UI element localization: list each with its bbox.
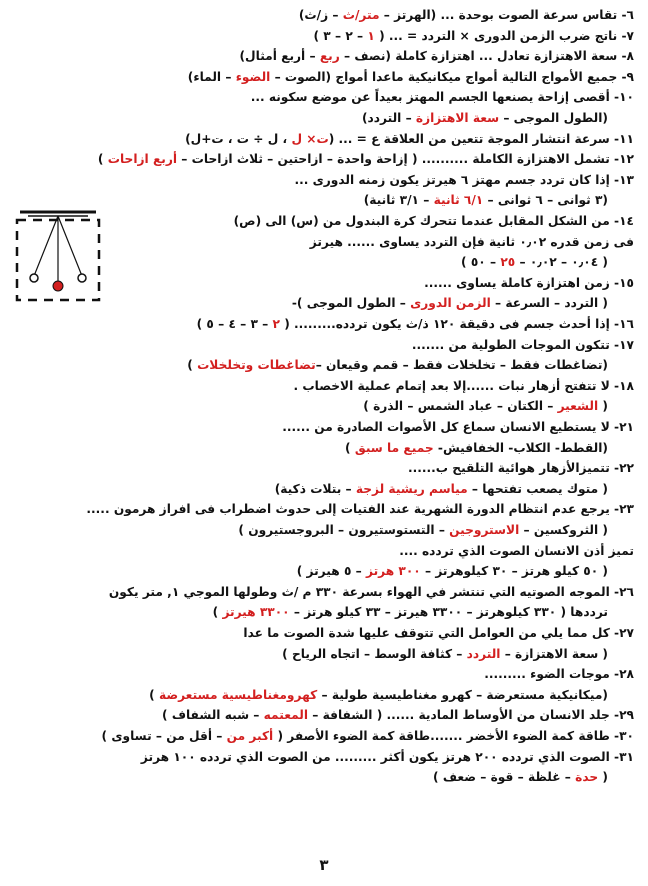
question-line xyxy=(14,274,634,293)
question-line xyxy=(14,47,634,66)
question-line xyxy=(14,624,634,643)
text-segment: ) xyxy=(345,440,355,455)
correct-answer: الاستروجين xyxy=(449,523,520,537)
answer-choices-line xyxy=(14,562,634,581)
text-segment: ( xyxy=(598,399,608,414)
text-segment: ١٣- إذا كان تردد جسم مهتز ٦ هيرتز يكون زمنه الدورى ... xyxy=(294,172,634,187)
text-segment: ) xyxy=(187,358,198,373)
text-segment: – الماء) xyxy=(187,69,236,84)
text-segment: (ميكانيكية مستعرضة – كهرو مغناطيسية طولية – xyxy=(317,687,608,702)
text-segment: – ز/ث) xyxy=(298,8,343,22)
correct-answer: ٣٣٠٠ هيرتز xyxy=(222,605,290,620)
question-line xyxy=(14,27,634,46)
text-segment: – التستوستيرون – البروجستيرون ) xyxy=(238,523,450,537)
text-segment: – بتلات ذكية) xyxy=(274,481,356,496)
text-segment: ١٤- من الشكل المقابل عندما تتحرك كرة البندول من (س) الى (ص) xyxy=(233,214,634,228)
question-line xyxy=(14,418,634,437)
correct-answer: ١ xyxy=(367,28,375,43)
text-segment: – ٣ – ٤ – ٥ ) xyxy=(196,317,273,331)
text-segment: ٢٦- الموجه الصوتيه التي تنتشر في الهواء بسرعة ٣٣٠ م /ث وطولها الموجي ١, متر يكون xyxy=(108,584,634,599)
text-segment: – الطول الموجى )- xyxy=(291,296,411,311)
correct-answer: الشعير xyxy=(557,399,599,414)
text-segment: (تضاغطات فقط – تخلخلات فقط – قمم وقيعان – xyxy=(315,358,608,373)
text-segment: ٦- تقاس سرعة الصوت بوحدة ... (الهرتز – xyxy=(379,8,634,22)
correct-answer: أكبر من xyxy=(226,729,274,743)
question-line xyxy=(14,459,634,478)
text-segment: ٢١- لا يستطيع الانسان سماع كل الأصوات الصادرة من ...... xyxy=(282,420,634,434)
answer-choices-line xyxy=(14,109,634,128)
correct-answer: تضاغطات وتخلخلات xyxy=(197,358,316,373)
question-line xyxy=(14,500,634,519)
answer-choices-line xyxy=(14,439,634,458)
text-segment: ١٥- زمن اهتزازة كاملة يساوى ...... xyxy=(424,275,634,290)
text-segment: (القطط- الكلاب- الخفافيش- xyxy=(433,440,608,455)
text-segment: ( ٠٫٠٤ – ٠٫٠٢ – xyxy=(515,255,608,270)
correct-answer: الضوء xyxy=(235,69,271,84)
correct-answer: حدة xyxy=(575,770,599,785)
correct-answer: كهرومغناطيسية مستعرضة xyxy=(158,687,318,702)
question-line xyxy=(14,748,634,767)
question-line xyxy=(14,212,634,231)
question-line xyxy=(14,315,634,334)
text-segment: – ٥ هيرتز ) xyxy=(296,564,366,579)
text-segment: ) xyxy=(149,687,159,702)
text-segment: – أقل من – تساوى ) xyxy=(101,729,227,743)
text-segment: ( xyxy=(598,770,608,785)
question-line xyxy=(14,665,634,684)
text-segment: ( سعة الاهتزازة – xyxy=(500,646,608,661)
question-line xyxy=(14,88,634,107)
answer-choices-line xyxy=(14,191,634,210)
answer-choices-line xyxy=(14,686,634,705)
text-segment: (الطول الموجى – xyxy=(499,111,608,125)
text-segment: ١٠- أقصى إزاحة يصنعها الجسم المهتز بعيداً عن موضع سكونه ... xyxy=(250,90,634,105)
question-line xyxy=(14,150,634,169)
text-segment: ١٨- لا تتفتح أزهار نبات ......إلا بعد إتمام عملية الاخصاب . xyxy=(293,378,634,393)
correct-answer: ٢ xyxy=(272,317,280,331)
text-segment: – الكتان – عباد الشمس – الذرة ) xyxy=(363,399,558,414)
correct-answer: أربع ازاحات xyxy=(107,152,178,167)
text-segment: ( ٥٠ كيلو هرتز – ٣٠ كيلوهرتز – xyxy=(420,564,608,579)
text-segment: – ٢ – ٣ ) xyxy=(313,28,368,43)
text-segment: – كثافة الوسط – اتجاه الرياح ) xyxy=(282,646,467,661)
text-segment: – ٣/١ ثانية) xyxy=(363,193,434,208)
question-line xyxy=(14,336,634,355)
text-segment: ترددها ( ٣٣٠ كيلوهرتز – ٣٣٠٠ هيرتز – ٣٣ كيلو هرتز – xyxy=(289,605,608,620)
text-segment: ١٧- تتكون الموجات الطولية من ....... xyxy=(411,337,634,352)
text-segment: ، ل ÷ ت ، ت+ل) xyxy=(185,131,292,146)
text-segment: ( الثروكسين – xyxy=(519,523,608,537)
answer-choices-line xyxy=(14,294,634,313)
text-segment: – أربع أمثال) xyxy=(239,49,320,64)
text-segment: – ٥٠ ) xyxy=(461,255,501,270)
question-line xyxy=(14,377,634,396)
answer-choices-line xyxy=(14,521,634,540)
correct-answer: ربع xyxy=(319,49,340,64)
answer-choices-line xyxy=(14,480,634,499)
text-segment: ( التردد – السرعة – xyxy=(490,296,608,311)
text-segment: ٢٢- تتميزالأزهار هوائية التلقيح ب...... xyxy=(408,461,634,476)
correct-answer: الزمن الدورى xyxy=(410,296,491,311)
text-segment: – التردد) xyxy=(361,111,416,125)
text-segment: ١٦- إذا أحدث جسم فى دقيقة ١٢٠ ذ/ث يكون تردده......... ( xyxy=(279,317,634,331)
text-segment: ) xyxy=(97,152,108,167)
question-line xyxy=(14,130,634,149)
text-segment: – غلظة – قوة – ضعف ) xyxy=(433,770,576,785)
correct-answer: سعة الاهتزازة xyxy=(415,111,500,125)
text-segment: ٢٣- يرجع عدم انتظام الدورة الشهرية عند الفتيات إلى حدوث اضطراب فى افراز هرمون ..... xyxy=(86,502,634,517)
text-segment: ٢٨- موجات الضوء ......... xyxy=(484,667,634,682)
correct-answer: المعتمه xyxy=(263,708,308,723)
correct-answer: مياسم ريشية لزجة xyxy=(355,481,468,496)
text-segment: ٣٠- طاقة كمة الضوء الأخضر .......طاقة كمة الضوء الأصفر ( xyxy=(273,729,634,743)
page-number: ٣ xyxy=(319,856,329,874)
correct-answer: التردد xyxy=(466,646,501,661)
question-line xyxy=(14,583,634,602)
question-line xyxy=(14,542,634,561)
question-line xyxy=(14,706,634,725)
correct-answer: ٣٠٠ هرتز xyxy=(365,564,421,579)
text-segment: ٩- جميع الأمواج التالية أمواج ميكانيكية ماعدا أمواج (الصوت – xyxy=(270,69,634,84)
text-segment: تميز أذن الانسان الصوت الذي تردده .... xyxy=(399,543,634,558)
text-segment: ٢٩- جلد الانسان من الأوساط المادية ...... ( الشفافة – xyxy=(308,708,634,723)
answer-choices-line xyxy=(14,768,634,787)
answer-choices-line xyxy=(14,397,634,416)
question-line xyxy=(14,727,634,746)
text-segment: ١٢- تشمل الاهتزازة الكاملة .......... ( إزاحة واحدة – ازاحتين – ثلاث ازاحات – xyxy=(177,152,634,167)
text-segment: ٧- ناتج ضرب الزمن الدورى × التردد = ... ( xyxy=(374,28,634,43)
answer-choices-line xyxy=(14,645,634,664)
answer-choices-line xyxy=(14,253,634,272)
text-segment: ٢٧- كل مما يلي من العوامل التي تتوقف عليها شدة الصوت ما عدا xyxy=(243,626,634,640)
pendulum-diagram-icon xyxy=(14,206,102,302)
text-segment: فى زمن قدره ٠٫٠٢ ثانية فإن التردد يساوى ...... هيرتز xyxy=(309,234,634,249)
text-segment: ٣١- الصوت الذي تردده ٢٠٠ هرتز يكون أكثر ......... من الصوت الذي تردده ١٠٠ هرتز xyxy=(140,749,634,764)
text-segment: ٨- سعة الاهتزازة تعادل ... اهتزازة كاملة (نصف – xyxy=(339,49,634,64)
question-line xyxy=(14,233,634,252)
text-segment: (٣ ثوانى – ٦ ثوانى – xyxy=(483,193,608,208)
answer-choices-line xyxy=(14,356,634,375)
question-line xyxy=(14,6,634,25)
question-line xyxy=(14,68,634,87)
text-segment: – شبه الشفاف ) xyxy=(162,708,264,723)
question-line xyxy=(14,171,634,190)
correct-answer: ت× ل xyxy=(291,131,329,146)
answer-choices-line xyxy=(14,603,634,622)
text-segment: ) xyxy=(212,605,223,620)
correct-answer: ٦/١ ثانية xyxy=(433,193,484,208)
correct-answer: متر/ث xyxy=(342,8,380,22)
correct-answer: ٢٥ xyxy=(500,255,516,270)
correct-answer: جميع ما سبق xyxy=(354,440,434,455)
text-segment: ١١- سرعة انتشار الموجة تتعين من العلاقة ع = ... ( xyxy=(328,131,634,146)
text-segment: ( متوك يصعب تفتحها – xyxy=(467,481,608,496)
